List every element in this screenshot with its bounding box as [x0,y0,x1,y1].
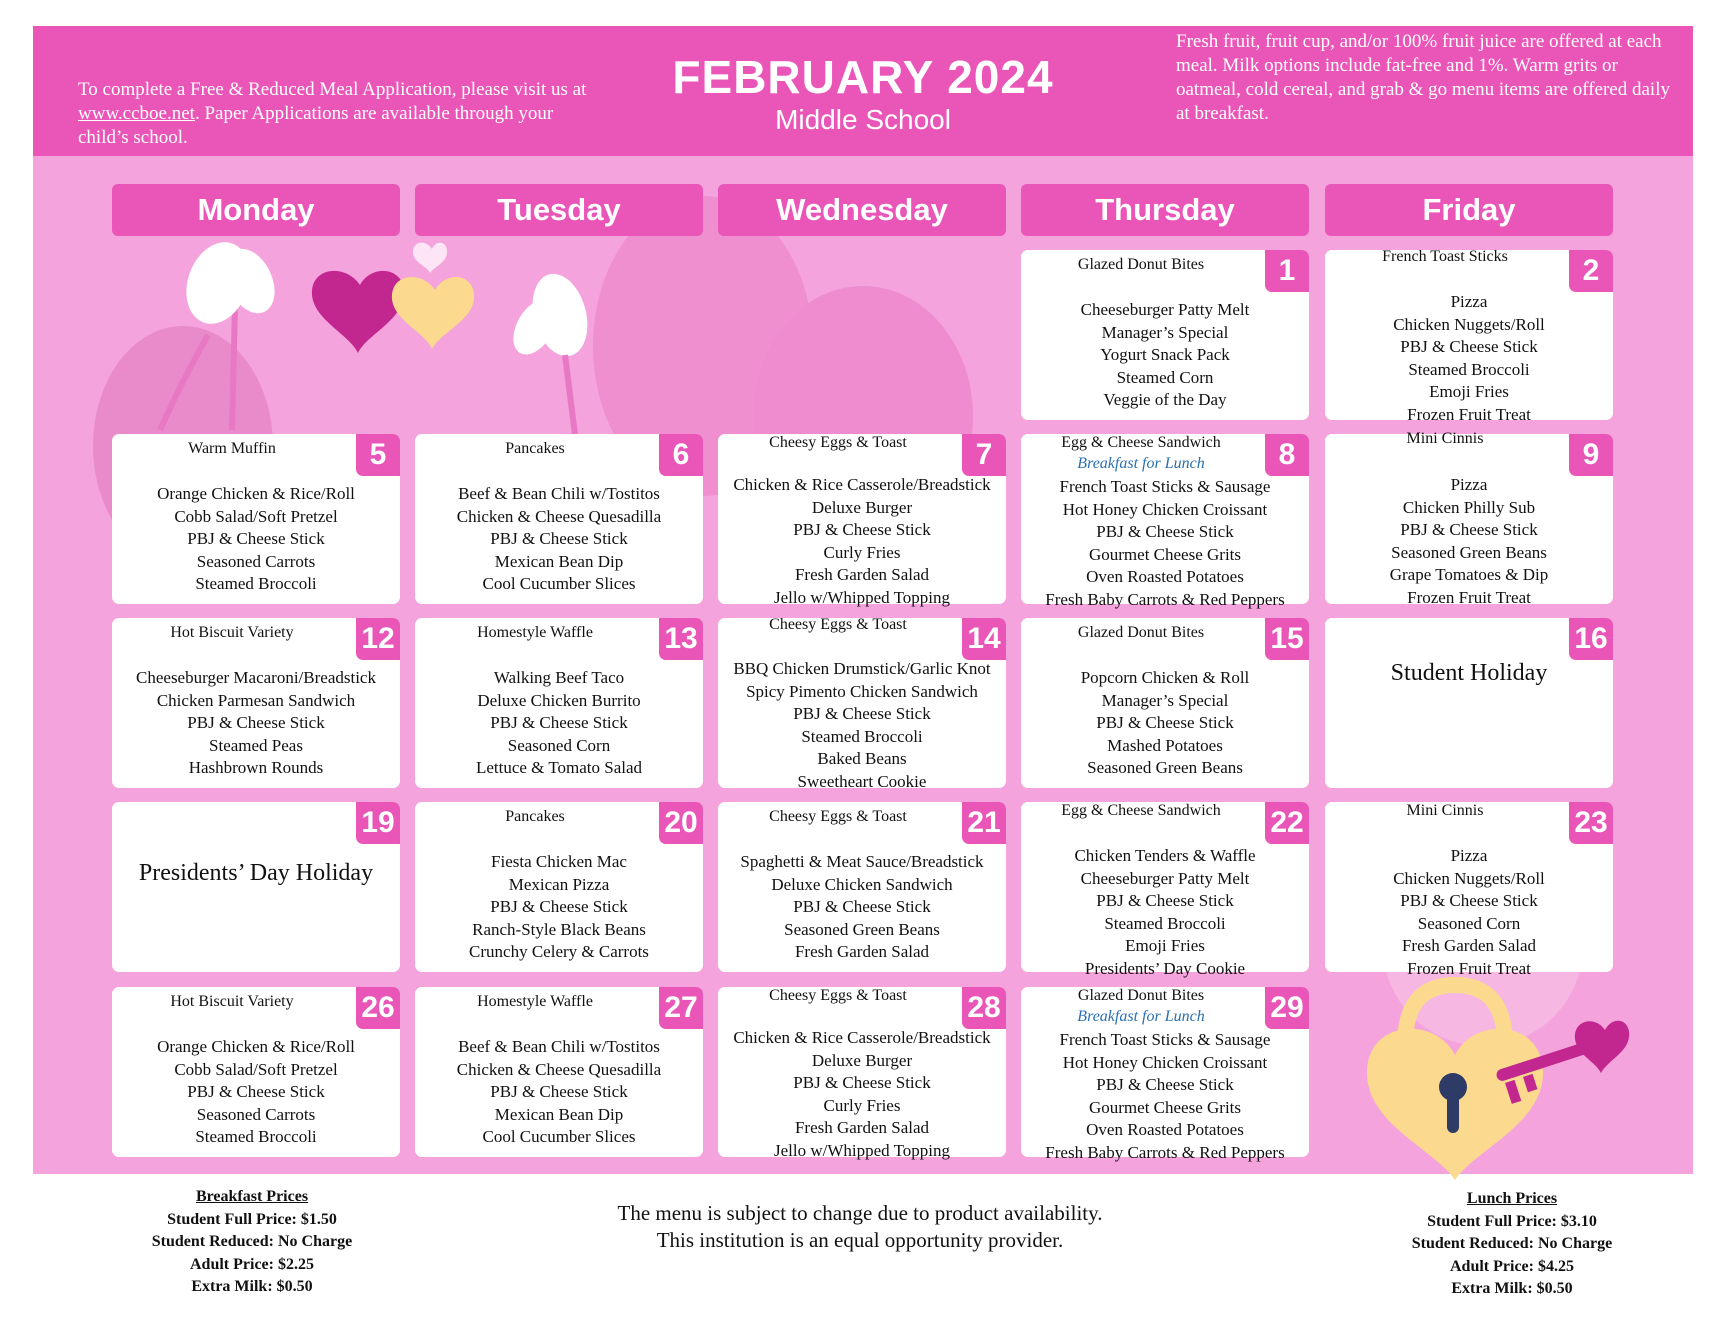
lunch-item: Cool Cucumber Slices [482,574,636,594]
lunch-item: PBJ & Cheese Stick [187,1082,325,1102]
lunch-item: Deluxe Chicken Burrito [477,690,641,710]
lunch-item: French Toast Sticks & Sausage [1059,1030,1271,1049]
day-cell-22 [1021,802,1309,978]
breakfast-item: French Toast Sticks [1382,248,1508,265]
lunch-item: Fiesta Chicken Mac [491,852,627,871]
lunch-items [1325,845,1613,981]
date-badge: 15 [1265,618,1309,660]
lunch-item: PBJ & Cheese Stick [490,529,628,549]
lunch-item: Chicken & Rice Casserole/Breadstick [733,1028,991,1047]
lunch-items [415,1036,703,1149]
lunch-item: Curly Fries [823,1095,901,1115]
lunch-items [718,474,1006,610]
lunch-items [415,851,703,964]
day-cell-2 [1325,248,1613,424]
application-text-end: . Paper Applications are available through your child’s school. [78,103,554,148]
lunch-item: Oven Roasted Potatoes [1086,567,1244,587]
lunch-item: Cool Cucumber Slices [482,1127,636,1147]
lunch-item: PBJ & Cheese Stick [1400,337,1538,357]
lunch-item: Chicken Tenders & Waffle [1074,846,1256,865]
breakfast-item: Glazed Donut Bites [1077,256,1205,273]
lunch-items [112,667,400,780]
date-badge: 26 [356,987,400,1029]
breakfast-item: Pancakes [505,808,565,825]
breakfast-prices [122,1186,382,1299]
lunch-items [1021,667,1309,780]
date-badge: 19 [356,802,400,844]
lunch-item: Hashbrown Rounds [188,758,324,778]
lunch-item: Gourmet Cheese Grits [1088,1097,1242,1117]
lunch-item: Seasoned Carrots [196,1104,316,1124]
breakfast-for-lunch-note: Breakfast for Lunch [1077,455,1205,472]
breakfast-item: Warm Muffin [188,440,276,457]
breakfast-item: Cheesy Eggs & Toast [769,434,907,451]
breakfast-item: Cheesy Eggs & Toast [769,987,907,1004]
day-cell-16 [1325,618,1613,788]
date-badge: 5 [356,434,400,476]
day-cell-14 [718,616,1006,791]
lunch-item: PBJ & Cheese Stick [793,1073,931,1093]
lunch-item: Chicken & Cheese Quesadilla [456,506,662,526]
breakfast-item: Homestyle Waffle [477,624,593,641]
date-badge: 12 [356,618,400,660]
lunch-item: Hot Honey Chicken Croissant [1062,1052,1268,1072]
lunch-item: PBJ & Cheese Stick [793,897,931,917]
lunch-item: Presidents’ Day Cookie [1084,958,1246,978]
breakfast-item: Pancakes [505,440,565,457]
date-badge: 7 [962,434,1006,476]
lunch-item: Chicken Nuggets/Roll [1393,868,1545,888]
lunch-item: Grape Tomatoes & Dip [1389,565,1549,585]
lunch-items [718,851,1006,964]
breakfast-item: Hot Biscuit Variety [170,993,294,1010]
lunch-item: Fresh Garden Salad [794,565,930,585]
lunch-item: Mexican Pizza [508,874,610,894]
date-badge: 8 [1265,434,1309,476]
lunch-item: Seasoned Corn [1417,913,1521,933]
holiday-label: Student Holiday [1390,660,1548,686]
lunch-item: Seasoned Corn [507,735,611,755]
lunch-item: Beef & Bean Chili w/Tostitos [458,1037,660,1056]
lunch-items [1021,299,1309,412]
lunch-item: French Toast Sticks & Sausage [1059,477,1271,496]
lunch-item: Popcorn Chicken & Roll [1080,668,1250,687]
lunch-item: Fresh Baby Carrots & Red Peppers [1045,589,1285,609]
lunch-item: Deluxe Burger [811,1050,913,1070]
price-line: Student Full Price: $1.50 [167,1210,337,1228]
breakfast-item: Egg & Cheese Sandwich [1061,434,1221,451]
application-text: To complete a Free & Reduced Meal Application, please visit us at [78,79,587,100]
lunch-item: PBJ & Cheese Stick [187,529,325,549]
day-cell-29 [1021,987,1309,1162]
date-badge: 13 [659,618,703,660]
date-badge: 14 [962,618,1006,660]
lunch-item: Chicken & Rice Casserole/Breadstick [733,475,991,494]
disclaimer-line: This institution is an equal opportunity provider. [656,1228,1064,1252]
lunch-item: Emoji Fries [1125,936,1205,956]
lunch-item: Curly Fries [823,542,901,562]
disclaimer-line: The menu is subject to change due to product availability. [617,1201,1103,1225]
lunch-item: Lettuce & Tomato Salad [475,758,643,778]
lunch-item: Orange Chicken & Rice/Roll [157,1037,355,1056]
breakfast-for-lunch-note: Breakfast for Lunch [1077,1008,1205,1025]
lunch-item: Steamed Broccoli [195,574,317,594]
date-badge: 20 [659,802,703,844]
lunch-item: Chicken & Cheese Quesadilla [456,1059,662,1079]
lunch-item: Deluxe Chicken Sandwich [771,874,953,894]
lunch-item: Fresh Garden Salad [794,942,930,962]
lunch-items [1021,1029,1309,1165]
decor-tulips-hearts [120,235,660,435]
breakfast-prices-heading: Breakfast Prices [195,1188,309,1205]
lunch-item: Ranch-Style Black Beans [472,919,646,939]
lunch-item: Manager’s Special [1101,690,1229,710]
breakfast-item: Glazed Donut Bites [1077,987,1205,1004]
breakfast-item: Mini Cinnis [1406,430,1484,447]
lunch-item: PBJ & Cheese Stick [1400,520,1538,540]
dayhead-thursday: Thursday [1021,184,1309,236]
lunch-items [112,1036,400,1149]
date-badge: 29 [1265,987,1309,1029]
dayhead-wednesday: Wednesday [718,184,1006,236]
date-badge: 2 [1569,250,1613,292]
price-line: Student Reduced: No Charge [1411,1235,1613,1252]
lunch-items [1325,291,1613,427]
price-line: Adult Price: $4.25 [1450,1257,1574,1275]
lunch-items [718,658,1006,794]
lunch-item: Cobb Salad/Soft Pretzel [174,506,338,526]
lunch-item: Seasoned Carrots [196,551,316,571]
date-badge: 22 [1265,802,1309,844]
date-badge: 9 [1569,434,1613,476]
lunch-item: Steamed Broccoli [1104,913,1226,933]
day-cell-6 [415,434,703,604]
date-badge: 16 [1569,618,1613,660]
day-cell-19 [112,802,400,972]
lunch-items [415,667,703,780]
lunch-items [415,483,703,596]
day-cell-20 [415,802,703,972]
day-cell-8 [1021,434,1309,609]
lunch-item: Pizza [1450,292,1488,311]
breakfast-item: Homestyle Waffle [477,993,593,1010]
price-line: Extra Milk: $0.50 [191,1278,313,1295]
menu-disclaimer [520,1200,1200,1254]
date-badge: 6 [659,434,703,476]
day-cell-23 [1325,802,1613,978]
lunch-item: PBJ & Cheese Stick [490,713,628,733]
lunch-item: PBJ & Cheese Stick [793,520,931,540]
lunch-item: Deluxe Burger [811,497,913,517]
date-badge: 27 [659,987,703,1029]
lunch-item: Gourmet Cheese Grits [1088,544,1242,564]
lunch-item: Seasoned Green Beans [1391,542,1547,562]
lunch-item: Orange Chicken & Rice/Roll [157,484,355,503]
lunch-item: Cheeseburger Patty Melt [1080,868,1250,888]
lunch-item: PBJ & Cheese Stick [187,713,325,733]
lunch-item: Spaghetti & Meat Sauce/Breadstick [740,852,984,871]
lunch-item: PBJ & Cheese Stick [793,704,931,724]
lunch-item: BBQ Chicken Drumstick/Garlic Knot [733,659,991,678]
menu-info-note: Fresh fruit, fruit cup, and/or 100% fruit juice are offered at each meal. Milk options include fat-free and 1%. Warm grits or oatmeal, cold cereal, and grab & go menu items are offered daily at breakfast. [1176,31,1670,124]
breakfast-item: Cheesy Eggs & Toast [769,808,907,825]
date-badge: 23 [1569,802,1613,844]
dayhead-monday: Monday [112,184,400,236]
lunch-item: Frozen Fruit Treat [1407,587,1531,607]
date-badge: 1 [1265,250,1309,292]
lunch-item: Manager’s Special [1101,322,1229,342]
lunch-item: Sweetheart Cookie [797,771,927,791]
dayhead-friday: Friday [1325,184,1613,236]
day-cell-13 [415,618,703,788]
lunch-item: PBJ & Cheese Stick [490,1082,628,1102]
lunch-item: Mexican Bean Dip [494,551,624,571]
lunch-item: PBJ & Cheese Stick [1096,713,1234,733]
price-line: Student Reduced: No Charge [151,1233,353,1250]
page-title: FEBRUARY 2024 [672,51,1054,103]
lunch-item: Walking Beef Taco [493,668,625,687]
price-line: Student Full Price: $3.10 [1427,1212,1597,1230]
breakfast-item: Cheesy Eggs & Toast [769,616,907,633]
lunch-item: Steamed Broccoli [801,726,923,746]
lunch-item: Fresh Garden Salad [794,1118,930,1138]
ccboe-link[interactable]: www.ccboe.net [78,103,195,124]
lunch-item: PBJ & Cheese Stick [490,897,628,917]
lunch-items [112,483,400,596]
lunch-prices-heading: Lunch Prices [1466,1190,1558,1207]
breakfast-item: Egg & Cheese Sandwich [1061,802,1221,819]
day-cell-9 [1325,430,1613,607]
lunch-item: PBJ & Cheese Stick [1096,1075,1234,1095]
lunch-item: Seasoned Green Beans [784,919,940,939]
lunch-item: Beef & Bean Chili w/Tostitos [458,484,660,503]
day-cell-21 [718,802,1006,972]
lunch-item: Yogurt Snack Pack [1100,345,1230,365]
date-badge: 21 [962,802,1006,844]
day-cell-27 [415,987,703,1157]
lunch-item: Cobb Salad/Soft Pretzel [174,1059,338,1079]
lunch-item: Hot Honey Chicken Croissant [1062,499,1268,519]
holiday-label: Presidents’ Day Holiday [138,860,374,886]
lunch-item: Cheeseburger Patty Melt [1080,300,1250,319]
date-badge: 28 [962,987,1006,1029]
lunch-items [1325,474,1613,610]
lunch-item: Pizza [1450,475,1488,494]
lunch-item: Emoji Fries [1429,382,1509,402]
lunch-prices [1382,1188,1642,1301]
lunch-item: Cheeseburger Macaroni/Breadstick [136,668,376,687]
breakfast-item: Glazed Donut Bites [1077,624,1205,641]
day-cell-12 [112,618,400,788]
lunch-item: Frozen Fruit Treat [1407,404,1531,424]
lock-and-key-illustration [1355,975,1655,1185]
lunch-item: Crunchy Celery & Carrots [469,942,649,962]
lunch-item: Fresh Baby Carrots & Red Peppers [1045,1142,1285,1162]
lunch-item: Mexican Bean Dip [494,1104,624,1124]
lunch-item: Steamed Corn [1116,367,1214,387]
lunch-item: PBJ & Cheese Stick [1096,891,1234,911]
day-cell-1 [1021,250,1309,420]
lunch-item: Jello w/Whipped Topping [773,1140,951,1160]
lunch-item: Oven Roasted Potatoes [1086,1120,1244,1140]
day-cell-7 [718,434,1006,607]
day-cell-15 [1021,618,1309,788]
header-banner [33,26,1693,156]
breakfast-item: Mini Cinnis [1406,802,1484,819]
lunch-item: Steamed Peas [209,735,303,755]
breakfast-item: Hot Biscuit Variety [170,624,294,641]
lunch-item: Frozen Fruit Treat [1407,958,1531,978]
lunch-item: Spicy Pimento Chicken Sandwich [746,681,978,701]
lunch-item: Veggie of the Day [1103,390,1227,410]
lunch-item: Seasoned Green Beans [1087,758,1243,778]
lunch-item: Chicken Parmesan Sandwich [156,690,356,710]
lunch-item: Baked Beans [817,749,907,769]
lunch-item: PBJ & Cheese Stick [1400,891,1538,911]
dayhead-tuesday: Tuesday [415,184,703,236]
lunch-items [718,1027,1006,1163]
page-subtitle: Middle School [775,104,951,135]
lunch-item: Pizza [1450,846,1488,865]
lunch-item: Chicken Nuggets/Roll [1393,314,1545,334]
lunch-item: Mashed Potatoes [1107,735,1223,755]
day-cell-26 [112,987,400,1157]
lunch-item: Jello w/Whipped Topping [773,587,951,607]
meal-application-note [78,78,598,150]
price-line: Extra Milk: $0.50 [1451,1280,1573,1297]
day-cell-5 [112,434,400,604]
lunch-item: Steamed Broccoli [1408,359,1530,379]
day-cell-28 [718,987,1006,1160]
lunch-item: Steamed Broccoli [195,1127,317,1147]
price-line: Adult Price: $2.25 [190,1255,314,1273]
lunch-item: PBJ & Cheese Stick [1096,522,1234,542]
lunch-item: Chicken Philly Sub [1402,497,1536,517]
lunch-item: Fresh Garden Salad [1401,936,1537,956]
lunch-items [1021,845,1309,981]
lunch-items [1021,476,1309,612]
